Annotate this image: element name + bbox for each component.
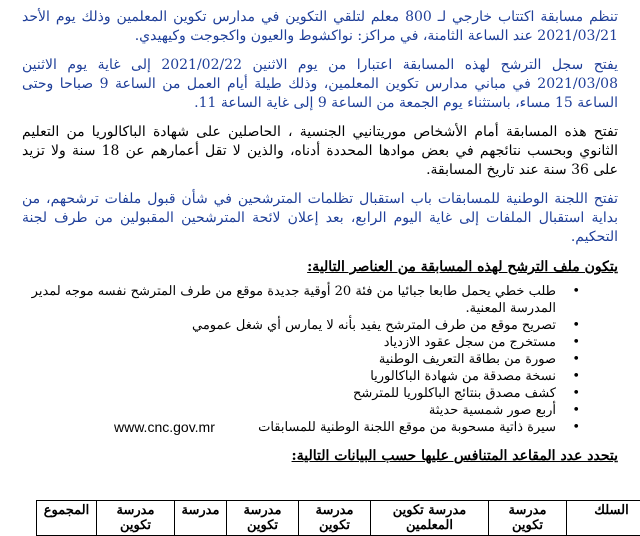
column-header: مدرسة تكوين <box>489 501 567 536</box>
list-item: • تصريح موقع من طرف المترشح يفيد بأنه لا يمارس أي شغل عمومي <box>22 317 556 334</box>
bullet-icon: • <box>572 385 580 402</box>
paragraph-appeals: تفتح اللجنة الوطنية للمسابقات باب استقبال تظلمات المترشحين في شأن قبول ملفات ترشحهم، من بداية استقبال الملفات إلى غاية اليوم الرابع، بعد إعلان لائحة المترشحين المقبولين من طرف لجنة التحكيم. <box>22 190 618 247</box>
bullet-icon: • <box>572 283 580 300</box>
bullet-icon: • <box>572 419 580 436</box>
website-link[interactable]: www.cnc.gov.mr <box>114 419 215 436</box>
bullet-icon: • <box>572 334 580 351</box>
column-header: مدرسة تكوين <box>227 501 299 536</box>
dossier-heading: يتكون ملف الترشح لهذه المسابقة من العناصر التالية: <box>22 257 618 277</box>
bullet-icon: • <box>572 317 580 334</box>
column-header: مدرسة تكوين <box>299 501 371 536</box>
seats-table <box>36 500 640 536</box>
paragraph-registration-period: يفتح سجل الترشح لهذه المسابقة اعتبارا من يوم الاثنين 2021/02/22 إلى غاية يوم الاثنين 2021/03/08 في مباني مدارس تكوين المعلمين، وذلك طيلة أيام العمل من الساعة 9 صباحا وحتى الساعة 15 مساء، باستثناء يوم الجمعة من الساعة 9 إلى غاية الساعة 11. <box>22 56 618 113</box>
column-header: مدرسة تكوين <box>97 501 175 536</box>
paragraph-eligibility: تفتح هذه المسابقة أمام الأشخاص موريتانيي الجنسية ، الحاصلين على شهادة الباكالوريا من التعليم الثانوي وبحسب نتائجهم في بعض موادها المحددة أدناه، والذين لا تقل أعمارهم عن 18 سنة ولا تزيد على 36 سنة عند تاريخ المسابقة. <box>22 123 618 180</box>
column-header: السلك <box>567 501 640 536</box>
dossier-list <box>22 283 618 436</box>
seats-heading: يتحدد عدد المقاعد المتنافس عليها حسب البيانات التالية: <box>22 446 618 466</box>
list-item: • طلب خطي يحمل طابعا جبائيا من فئة 20 أوقية جديدة موقع من طرف المترشح نفسه موجه لمدير المدرسة المعنية. <box>22 283 556 317</box>
list-item: • مستخرج من سجل عقود الازدياد <box>22 334 556 351</box>
list-item: • سيرة ذاتية مسحوبة من موقع اللجنة الوطنية للمسابقات www.cnc.gov.mr <box>22 419 556 436</box>
list-item: • أربع صور شمسية حديثة <box>22 402 556 419</box>
paragraph-announcement: تنظم مسابقة اكتتاب خارجي لـ 800 معلم لتلقي التكوين في مدارس تكوين المعلمين وذلك يوم الأحد 2021/03/21 عند الساعة الثامنة، في مراكز: نواكشوط والعيون واكجوجت وكيهيدي. <box>22 8 618 46</box>
column-header: المجموع <box>37 501 97 536</box>
column-header: مدرسة <box>175 501 227 536</box>
bullet-icon: • <box>572 368 580 385</box>
list-item: • نسخة مصدقة من شهادة الباكالوريا <box>22 368 556 385</box>
table-header-row <box>37 501 640 536</box>
column-header: مدرسة تكوين المعلمين <box>371 501 489 536</box>
list-item: • كشف مصدق بنتائج الباكلوريا للمترشح <box>22 385 556 402</box>
bullet-icon: • <box>572 402 580 419</box>
list-item: • صورة من بطاقة التعريف الوطنية <box>22 351 556 368</box>
bullet-icon: • <box>572 351 580 368</box>
